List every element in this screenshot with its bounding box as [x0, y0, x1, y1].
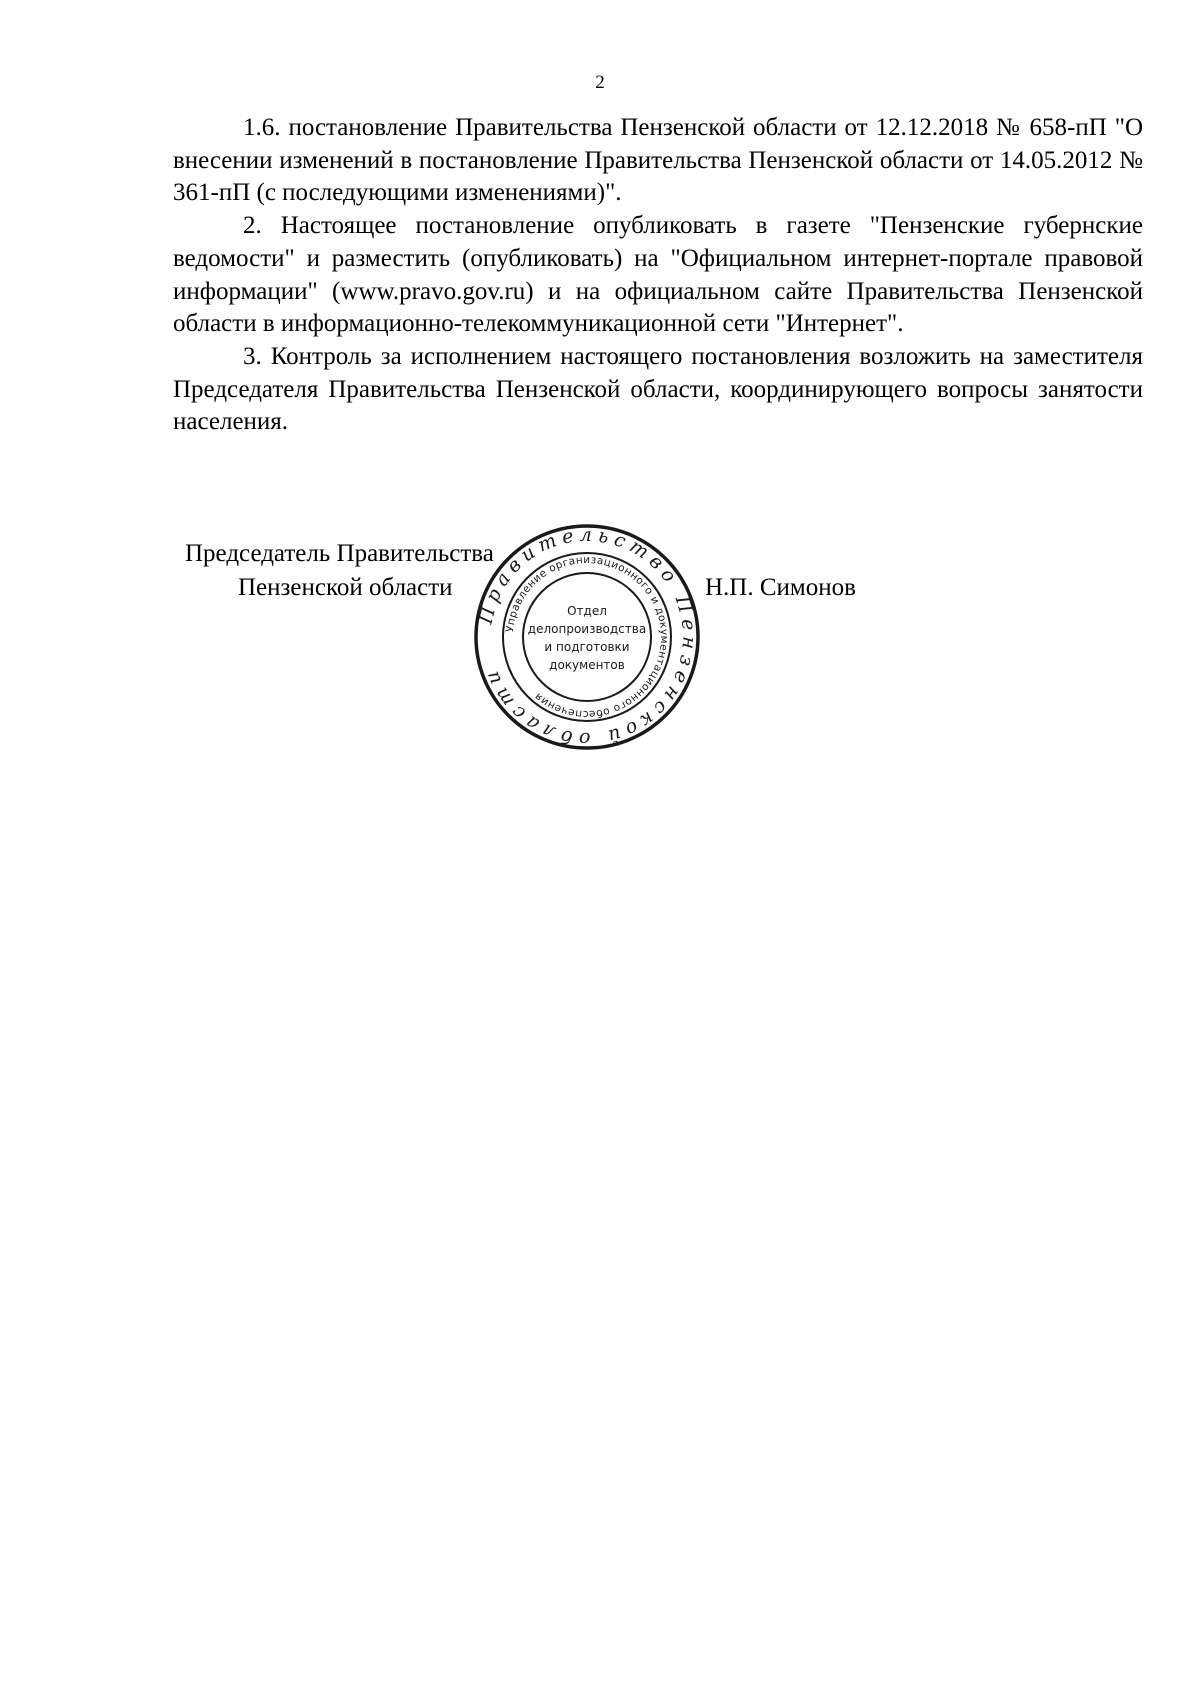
- seal-outer-text: Правительство Пензенской области: [474, 523, 701, 751]
- seal-center-line-1: Отдел: [567, 604, 607, 618]
- seal-inner-ring: [523, 573, 651, 701]
- signature-block: [0, 523, 1200, 760]
- paragraph-1-6: 1.6. постановление Правительства Пензенской области от 12.12.2018 № 658-пП "О внесении изменений в постановление Правительства Пензенской области от 14.05.2012 № 361-пП (с последующими изменениями)".: [173, 114, 1143, 207]
- page-number: 2: [595, 72, 605, 93]
- seal-inner-text: Управление организационного и документационного обеспечения: [504, 553, 671, 721]
- seal-center-line-4: документов: [549, 658, 625, 672]
- seal-middle-ring: [503, 553, 671, 721]
- document-body: [173, 112, 1143, 439]
- official-seal-stamp: [473, 523, 701, 751]
- seal-center-line-2: делопроизводства: [527, 622, 647, 636]
- signatory-title-line-1: Председатель Правительства: [185, 540, 494, 567]
- paragraph-2-publication: 2. Настоящее постановление опубликовать в газете "Пензенские губернские ведомости" и разместить (опубликовать) на "Официальном интернет-портале правовой информации" (www.pravo.gov.ru) и на официальном сайте Правительства Пензенской области в информационно-телекоммуникационной сети "Интернет".: [173, 212, 1143, 338]
- seal-center-line-3: и подготовки: [544, 640, 630, 654]
- signatory-title-line-2: Пензенской области: [238, 574, 453, 601]
- paragraph-3-control: 3. Контроль за исполнением настоящего постановления возложить на заместителя Председателя Правительства Пензенской области, координирующего вопросы занятости населения.: [173, 342, 1143, 436]
- signatory-name: Н.П. Симонов: [705, 574, 856, 601]
